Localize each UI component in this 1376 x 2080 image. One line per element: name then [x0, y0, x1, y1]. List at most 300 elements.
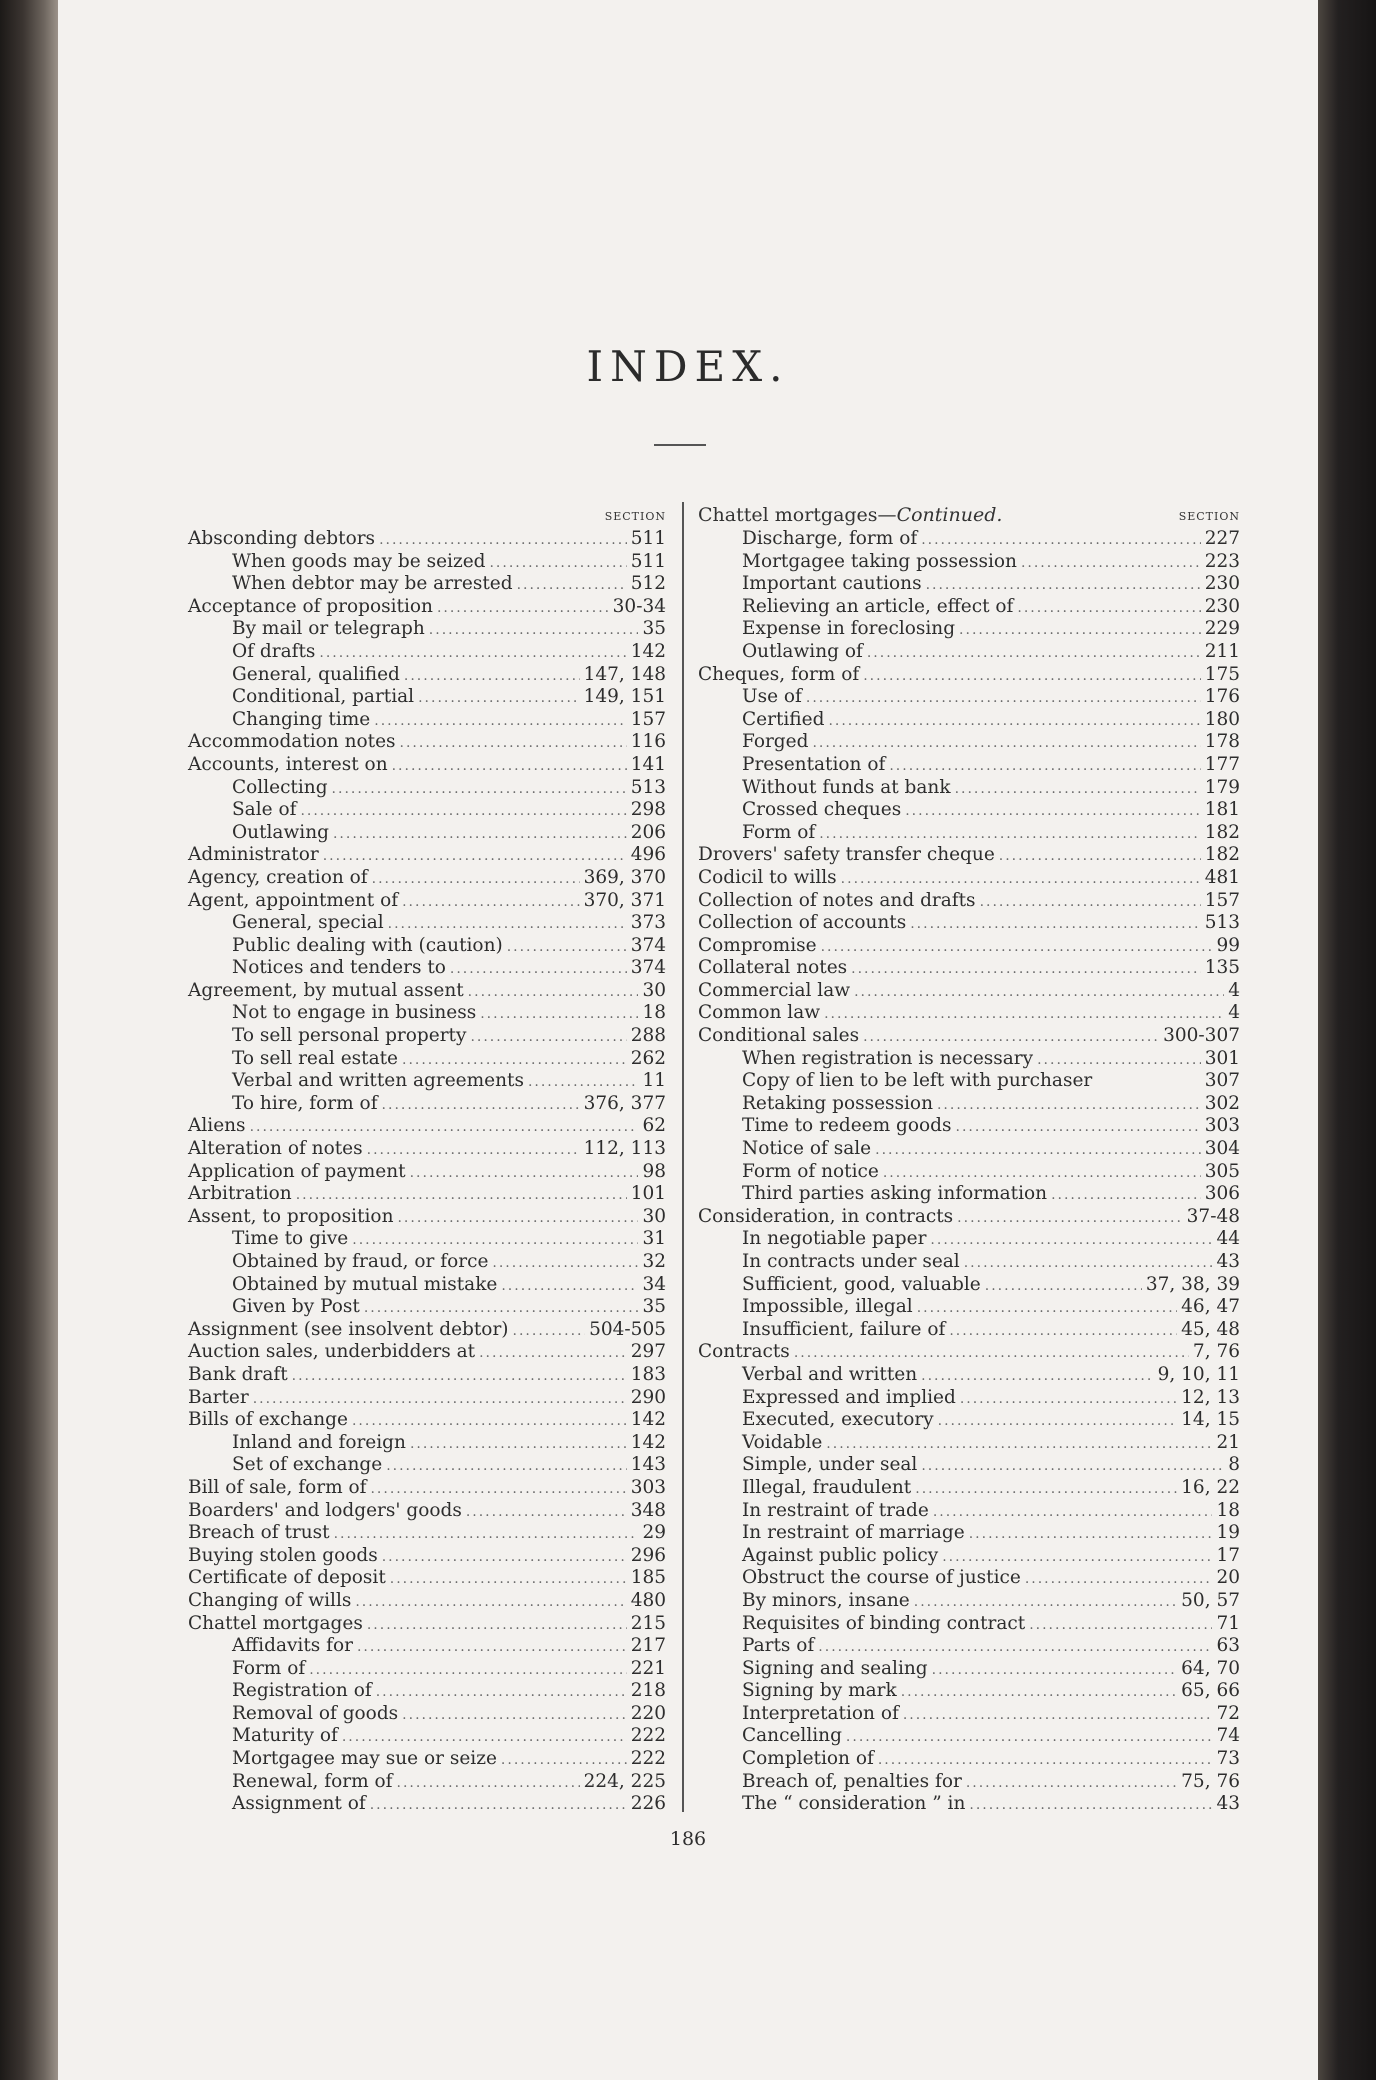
entry-section: 75, 76	[1181, 1770, 1240, 1792]
page-title: INDEX.	[586, 342, 790, 391]
index-entry	[188, 799, 666, 822]
continued-heading: Chattel mortgages—Continued.	[698, 504, 1003, 526]
entry-term: Assignment (see insolvent debtor)	[188, 1318, 509, 1340]
dot-leader	[507, 936, 627, 959]
entry-section: 30-34	[612, 595, 666, 617]
dot-leader	[468, 981, 639, 1004]
entry-section: 374	[630, 957, 666, 979]
dot-leader	[319, 642, 626, 665]
entry-term: General, qualified	[232, 663, 400, 685]
dot-leader	[905, 800, 1200, 823]
entry-section: 142	[630, 1409, 666, 1431]
entry-term: Breach of trust	[188, 1522, 330, 1544]
entry-term: Removal of goods	[232, 1702, 399, 1724]
entry-term: Breach of, penalties for	[742, 1770, 962, 1792]
dot-leader	[964, 1252, 1213, 1275]
entry-term: Common law	[698, 1002, 821, 1024]
dot-leader	[903, 1704, 1213, 1727]
dot-leader	[374, 710, 626, 733]
entry-section: 180	[1204, 708, 1240, 730]
entry-section: 223	[1204, 550, 1240, 572]
index-entry	[698, 551, 1240, 574]
index-list-left	[188, 528, 666, 1816]
index-entry	[188, 709, 666, 732]
dot-leader	[513, 1320, 586, 1343]
entry-section: 141	[630, 753, 666, 775]
entry-term: Time to give	[232, 1228, 349, 1250]
entry-term: General, special	[232, 912, 384, 934]
entry-term: Expense in foreclosing	[742, 618, 956, 640]
entry-term: Set of exchange	[232, 1454, 383, 1476]
entry-term: Forged	[742, 731, 809, 753]
entry-term: Impossible, illegal	[742, 1296, 913, 1318]
index-entry	[698, 1070, 1240, 1093]
dot-leader	[889, 755, 1200, 778]
entry-term: Verbal and written	[742, 1363, 918, 1385]
index-entry	[188, 551, 666, 574]
entry-section: 222	[630, 1725, 666, 1747]
index-entry	[188, 1725, 666, 1748]
dot-leader	[854, 981, 1224, 1004]
index-entry	[698, 867, 1240, 890]
index-entry	[188, 731, 666, 754]
entry-section: 306	[1204, 1183, 1240, 1205]
entry-term: The “ consideration ” in	[742, 1793, 966, 1815]
dot-leader	[956, 1116, 1201, 1139]
dot-leader	[388, 913, 627, 936]
entry-section: 4	[1228, 979, 1240, 1001]
index-entry	[698, 709, 1240, 732]
entry-section: 348	[630, 1499, 666, 1521]
entry-section: 147, 148	[583, 663, 666, 685]
entry-section: 215	[630, 1612, 666, 1634]
index-entry	[698, 1748, 1240, 1771]
index-entry	[698, 1793, 1240, 1816]
dot-leader	[296, 1184, 627, 1207]
dot-leader	[404, 665, 580, 688]
index-entry	[698, 1590, 1240, 1613]
index-entry	[188, 912, 666, 935]
dot-leader	[812, 732, 1200, 755]
entry-term: When registration is necessary	[742, 1047, 1034, 1069]
dot-leader	[392, 755, 627, 778]
index-entry	[698, 1613, 1240, 1636]
dot-leader	[400, 732, 627, 755]
dot-leader	[917, 1297, 1177, 1320]
entry-section: 288	[630, 1025, 666, 1047]
index-entry	[188, 528, 666, 551]
dot-leader	[826, 1433, 1212, 1456]
index-entry	[698, 1274, 1240, 1297]
entry-section: 20	[1216, 1567, 1240, 1589]
dot-leader	[969, 1794, 1212, 1817]
index-entry	[698, 1477, 1240, 1500]
dot-leader	[352, 1410, 627, 1433]
index-entry	[188, 1161, 666, 1184]
entry-section: 511	[630, 528, 666, 549]
entry-section: 481	[1204, 866, 1240, 888]
index-list-right	[698, 528, 1240, 1816]
entry-section: 373	[630, 912, 666, 934]
entry-section: 43	[1216, 1251, 1240, 1272]
entry-term: Time to redeem goods	[742, 1115, 952, 1137]
dot-leader	[1017, 597, 1200, 620]
entry-section: 44	[1216, 1228, 1240, 1250]
entry-term: Voidable	[742, 1431, 823, 1453]
entry-term: Acceptance of proposition	[188, 595, 433, 617]
entry-term: Use of	[742, 686, 802, 708]
dot-leader	[910, 913, 1200, 936]
dot-leader	[479, 1342, 627, 1365]
index-entry	[698, 1522, 1240, 1545]
index-entry	[188, 1048, 666, 1071]
entry-term: Administrator	[188, 844, 319, 866]
index-entry	[698, 1161, 1240, 1184]
dot-leader	[794, 1342, 1189, 1365]
index-entry	[188, 1319, 666, 1342]
index-entry	[188, 641, 666, 664]
index-entry	[698, 1703, 1240, 1726]
dot-leader	[915, 1478, 1177, 1501]
dot-leader	[933, 1501, 1213, 1524]
entry-term: Mortgagee taking possession	[742, 550, 1017, 572]
entry-section: 72	[1216, 1702, 1240, 1724]
dot-leader	[932, 1659, 1178, 1682]
entry-term: Agent, appointment of	[188, 889, 399, 911]
entry-section: 513	[630, 776, 666, 798]
dot-leader	[402, 1049, 627, 1072]
dot-leader	[806, 687, 1201, 710]
index-entry	[698, 618, 1240, 641]
entry-term: Certificate of deposit	[188, 1567, 386, 1589]
index-entry	[698, 528, 1240, 551]
entry-term: Chattel mortgages	[188, 1612, 363, 1634]
title-rule	[654, 444, 706, 446]
dot-leader	[357, 1636, 627, 1659]
index-entry	[698, 912, 1240, 935]
index-entry	[188, 777, 666, 800]
entry-term: Relieving an article, effect of	[742, 595, 1014, 617]
index-entry	[188, 1409, 666, 1432]
entry-section: 8	[1228, 1454, 1240, 1476]
entry-section: 179	[1204, 776, 1240, 798]
dot-leader	[397, 1207, 638, 1230]
index-entry	[188, 686, 666, 709]
dot-leader	[863, 665, 1200, 688]
index-entry	[698, 1545, 1240, 1568]
entry-section: 142	[630, 1431, 666, 1453]
entry-section: 157	[630, 708, 666, 730]
entry-section: 64, 70	[1181, 1657, 1240, 1679]
entry-term: Obtained by fraud, or force	[232, 1251, 489, 1272]
entry-term: Consideration, in contracts	[698, 1205, 954, 1227]
dot-leader	[309, 1659, 626, 1682]
entry-section: 229	[1204, 618, 1240, 640]
dot-leader	[937, 1094, 1201, 1117]
dot-leader	[501, 1275, 638, 1298]
index-entry	[698, 1319, 1240, 1342]
entry-section: 302	[1204, 1092, 1240, 1114]
dot-leader	[938, 1410, 1178, 1433]
dot-leader	[824, 1003, 1224, 1026]
entry-section: 296	[630, 1544, 666, 1566]
entry-term: Form of	[742, 821, 816, 843]
entry-section: 16, 22	[1181, 1476, 1240, 1498]
entry-section: 9, 10, 11	[1157, 1363, 1240, 1385]
entry-section: 31	[642, 1228, 666, 1250]
entry-term: To sell real estate	[232, 1047, 398, 1069]
entry-section: 4	[1228, 1002, 1240, 1024]
entry-section: 183	[630, 1363, 666, 1385]
index-entry	[698, 890, 1240, 913]
index-entry	[698, 777, 1240, 800]
index-entry	[188, 1680, 666, 1703]
entry-term: Insufficient, failure of	[742, 1318, 946, 1340]
entry-term: Registration of	[232, 1680, 372, 1702]
entry-section: 142	[630, 640, 666, 662]
dot-leader	[437, 597, 609, 620]
index-entry	[188, 1183, 666, 1206]
dot-leader	[250, 1116, 639, 1139]
index-entry	[188, 1341, 666, 1364]
entry-term: Bills of exchange	[188, 1409, 348, 1431]
entry-section: 305	[1204, 1160, 1240, 1182]
entry-term: Application of payment	[188, 1160, 406, 1182]
entry-section: 369, 370	[583, 866, 666, 888]
entry-term: Auction sales, underbidders at	[188, 1341, 476, 1363]
entry-section: 37, 38, 39	[1145, 1273, 1240, 1295]
entry-section: 211	[1204, 640, 1240, 662]
dot-leader	[926, 574, 1201, 597]
dot-leader	[528, 1071, 639, 1094]
index-entry	[698, 980, 1240, 1003]
entry-term: Sale of	[232, 799, 297, 821]
entry-term: By minors, insane	[742, 1589, 910, 1611]
dot-leader	[1021, 552, 1201, 575]
entry-term: Obtained by mutual mistake	[232, 1273, 498, 1295]
entry-section: 43	[1216, 1793, 1240, 1815]
column-header-right	[698, 506, 1240, 528]
dot-leader	[450, 958, 627, 981]
dot-leader	[386, 1455, 626, 1478]
entry-term: Affidavits for	[232, 1635, 353, 1657]
index-entry	[188, 1500, 666, 1523]
index-entry	[698, 1680, 1240, 1703]
index-entry	[188, 1658, 666, 1681]
index-entry	[698, 1454, 1240, 1477]
entry-term: Arbitration	[188, 1183, 292, 1205]
entry-term: Changing of wills	[188, 1589, 352, 1611]
index-entry	[188, 1115, 666, 1138]
entry-section: 511	[630, 550, 666, 572]
index-entry	[188, 1138, 666, 1161]
entry-section: 221	[630, 1657, 666, 1679]
entry-section: 35	[642, 1296, 666, 1318]
index-entry	[188, 890, 666, 913]
index-entry	[698, 1364, 1240, 1387]
entry-section: 480	[630, 1589, 666, 1611]
entry-section: 513	[1204, 912, 1240, 934]
dot-leader	[883, 1162, 1201, 1185]
entry-term: Bill of sale, form of	[188, 1476, 367, 1498]
dot-leader	[342, 1726, 627, 1749]
entry-term: Crossed cheques	[742, 799, 902, 821]
index-entry	[188, 1545, 666, 1568]
page-number: 186	[669, 1828, 707, 1850]
entry-term: Copy of lien to be left with purchaser	[742, 1070, 1093, 1092]
entry-section: 262	[630, 1047, 666, 1069]
entry-section: 300-307	[1163, 1025, 1240, 1047]
entry-term: Alteration of notes	[188, 1138, 363, 1160]
book-binding-left	[0, 0, 58, 2080]
entry-section: 14, 15	[1181, 1409, 1240, 1431]
entry-section: 46, 47	[1181, 1296, 1240, 1318]
entry-section: 112, 113	[583, 1138, 666, 1160]
dot-leader	[878, 1749, 1213, 1772]
entry-section: 18	[642, 1002, 666, 1024]
entry-section: 290	[630, 1386, 666, 1408]
entry-section: 376, 377	[583, 1092, 666, 1114]
dot-leader	[966, 1772, 1177, 1795]
dot-leader	[418, 687, 580, 710]
index-entry	[698, 935, 1240, 958]
entry-term: Aliens	[188, 1115, 246, 1137]
index-entry	[188, 1635, 666, 1658]
index-entry	[188, 1477, 666, 1500]
dot-leader	[367, 1614, 627, 1637]
dot-leader	[960, 1388, 1177, 1411]
entry-term: Verbal and written agreements	[232, 1070, 524, 1092]
dot-leader	[489, 552, 626, 575]
entry-section: 11	[642, 1070, 666, 1092]
entry-section: 177	[1204, 753, 1240, 775]
entry-section: 298	[630, 799, 666, 821]
entry-section: 303	[630, 1476, 666, 1498]
entry-section: 227	[1204, 528, 1240, 549]
entry-term: Commercial law	[698, 979, 851, 1001]
entry-section: 504-505	[589, 1318, 666, 1340]
dot-leader	[402, 1704, 627, 1727]
entry-section: 30	[642, 1205, 666, 1227]
entry-term: Signing by mark	[742, 1680, 897, 1702]
index-entry	[698, 573, 1240, 596]
entry-section: 63	[1216, 1635, 1240, 1657]
index-entry	[188, 844, 666, 867]
index-entry	[698, 1093, 1240, 1116]
index-entry	[698, 1183, 1240, 1206]
entry-term: Bank draft	[188, 1363, 288, 1385]
index-entry	[188, 573, 666, 596]
index-entry	[188, 1364, 666, 1387]
entry-term: Codicil to wills	[698, 866, 837, 888]
dot-leader	[300, 800, 626, 823]
index-entry	[698, 1567, 1240, 1590]
entry-term: Requisites of binding contract	[742, 1612, 1026, 1634]
index-entry	[698, 1138, 1240, 1161]
entry-section: 135	[1204, 957, 1240, 979]
entry-section: 98	[642, 1160, 666, 1182]
entry-section: 32	[642, 1251, 666, 1272]
index-entry	[188, 618, 666, 641]
index-entry	[698, 1296, 1240, 1319]
entry-section: 74	[1216, 1725, 1240, 1747]
index-entry	[698, 1048, 1240, 1071]
entry-section: 37-48	[1186, 1205, 1240, 1227]
entry-section: 178	[1204, 731, 1240, 753]
dot-leader	[480, 1003, 638, 1026]
entry-section: 30	[642, 979, 666, 1001]
entry-section: 101	[630, 1183, 666, 1205]
entry-term: Absconding debtors	[188, 528, 376, 549]
entry-section: 157	[1204, 889, 1240, 911]
index-entry	[188, 664, 666, 687]
dot-leader	[390, 1568, 627, 1591]
index-entry	[188, 1070, 666, 1093]
entry-section: 35	[642, 618, 666, 640]
entry-term: Given by Post	[232, 1296, 360, 1318]
index-entry	[698, 1228, 1240, 1251]
entry-section: 304	[1204, 1138, 1240, 1160]
dot-leader	[466, 1501, 627, 1524]
index-entry	[188, 754, 666, 777]
entry-section: 175	[1204, 663, 1240, 685]
index-entry	[188, 1025, 666, 1048]
entry-term: Barter	[188, 1386, 249, 1408]
entry-term: Drovers' safety transfer cheque	[698, 844, 995, 866]
dot-leader	[470, 1026, 626, 1049]
index-entry	[698, 1115, 1240, 1138]
entry-term: Collection of notes and drafts	[698, 889, 976, 911]
entry-section: 217	[630, 1635, 666, 1657]
entry-section: 29	[642, 1522, 666, 1544]
dot-leader	[429, 619, 639, 642]
dot-leader	[382, 1546, 627, 1569]
entry-term: Cheques, form of	[698, 663, 860, 685]
entry-term: Agency, creation of	[188, 866, 368, 888]
dot-leader	[372, 868, 580, 891]
index-entry	[698, 1002, 1240, 1025]
dot-leader	[352, 1229, 638, 1252]
dot-leader	[410, 1433, 627, 1456]
index-entry	[698, 844, 1240, 867]
dot-leader	[901, 1681, 1177, 1704]
entry-term: Compromise	[698, 934, 817, 956]
entry-section: 218	[630, 1680, 666, 1702]
dot-leader	[930, 1229, 1212, 1252]
entry-term: Assent, to proposition	[188, 1205, 394, 1227]
index-entry	[188, 1002, 666, 1025]
entry-section: 230	[1204, 595, 1240, 617]
entry-term: Not to engage in business	[232, 1002, 477, 1024]
entry-term: Accommodation notes	[188, 731, 396, 753]
entry-term: Sufficient, good, valuable	[742, 1273, 981, 1295]
dot-leader	[959, 619, 1201, 642]
index-entry	[188, 1454, 666, 1477]
dot-leader	[851, 958, 1201, 981]
entry-section: 71	[1216, 1612, 1240, 1634]
section-label: SECTION	[604, 510, 666, 523]
index-column-left	[188, 506, 666, 1816]
entry-term: Accounts, interest on	[188, 753, 388, 775]
entry-section: 374	[630, 934, 666, 956]
entry-term: Boarders' and lodgers' goods	[188, 1499, 462, 1521]
dot-leader	[999, 845, 1201, 868]
entry-section: 496	[630, 844, 666, 866]
index-entry	[188, 1748, 666, 1771]
entry-term: Without funds at bank	[742, 776, 951, 798]
entry-term: Obstruct the course of justice	[742, 1567, 1021, 1589]
entry-section: 181	[1204, 799, 1240, 821]
